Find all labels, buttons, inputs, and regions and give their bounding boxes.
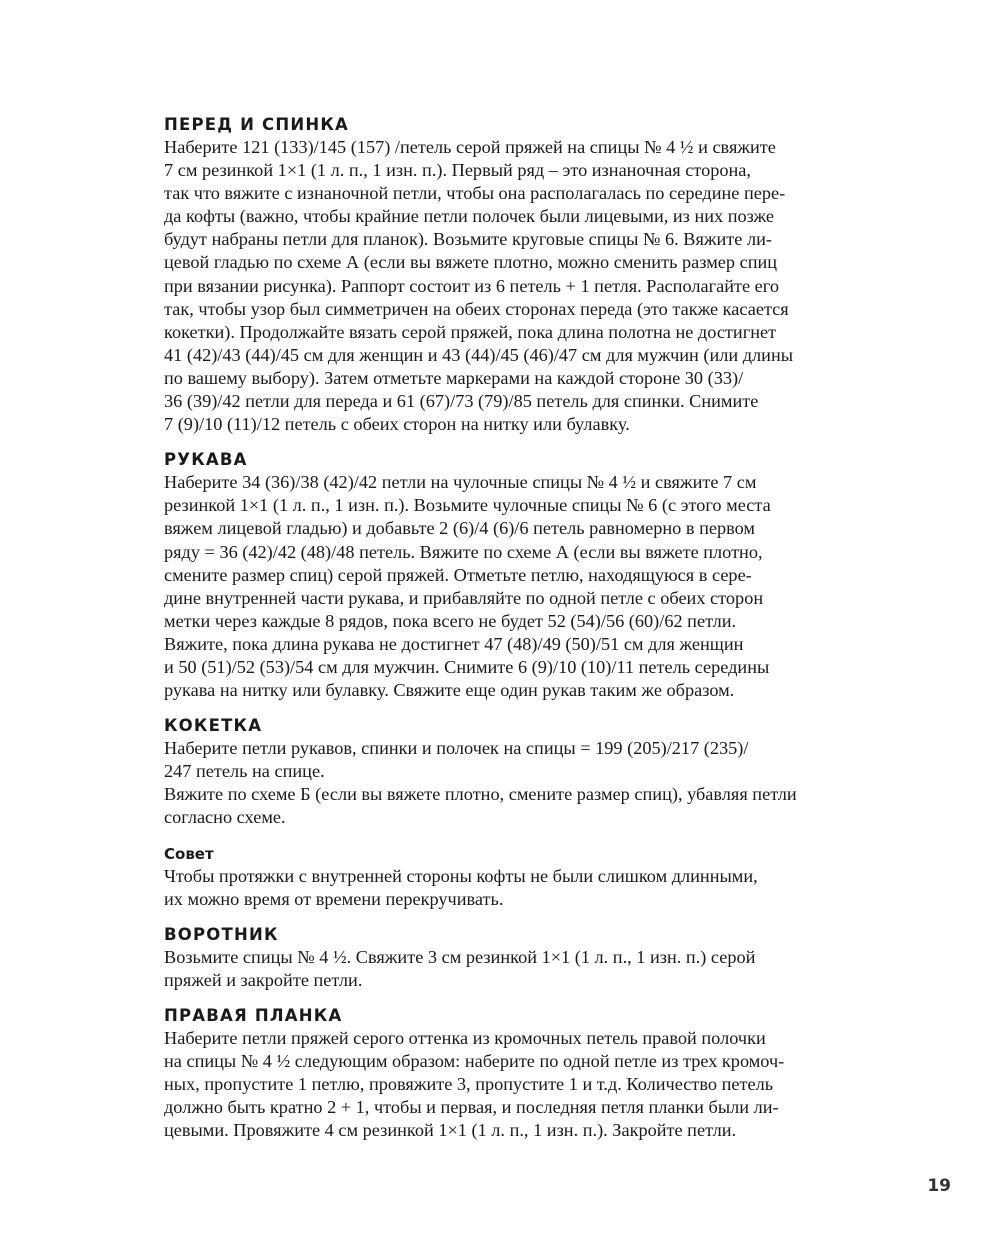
text-line: Чтобы протяжки с внутренней стороны кофты не были слишком длинными, xyxy=(164,865,758,886)
section-body xyxy=(164,1027,864,1142)
text-line: цевыми. Провяжите 4 см резинкой 1×1 (1 л. п., 1 изн. п.). Закройте петли. xyxy=(164,1120,737,1141)
text-line: рукава на нитку или булавку. Свяжите еще один рукав таким же образом. xyxy=(164,680,735,701)
text-line: при вязании рисунка). Раппорт состоит из 6 петель + 1 петля. Располагайте его xyxy=(164,275,779,296)
text-line: да кофты (важно, чтобы крайние петли полочек были лицевыми, из них позже xyxy=(164,206,775,227)
text-line: ных, пропустите 1 петлю, провяжите 3, пропустите 1 и т.д. Количество петель xyxy=(164,1074,774,1095)
text-line: так что вяжите с изнаночной петли, чтобы она располагалась по середине пере- xyxy=(164,183,786,204)
text-line: будут набраны петли для планок). Возьмите круговые спицы № 6. Вяжите ли- xyxy=(164,229,772,250)
section-heading: ПРАВАЯ ПЛАНКА xyxy=(164,1005,343,1025)
text-line: их можно время от времени перекручивать. xyxy=(164,888,504,909)
text-line: 247 петель на спице. xyxy=(164,761,325,782)
section-front-back xyxy=(164,114,864,436)
text-line: 41 (42)/43 (44)/45 см для женщин и 43 (44)/45 (46)/47 см для мужчин (или длины xyxy=(164,344,794,365)
section-body xyxy=(164,946,864,992)
section-yoke xyxy=(164,715,864,911)
text-line: смените размер спиц) серой пряжей. Отметьте петлю, находящуюся в сере- xyxy=(164,564,752,585)
section-sleeves xyxy=(164,449,864,702)
page-number: 19 xyxy=(927,1176,951,1196)
tip-heading: Совет xyxy=(164,844,214,863)
text-line: резинкой 1×1 (1 л. п., 1 изн. п.). Возьмите чулочные спицы № 6 (с этого места xyxy=(164,495,771,516)
text-line: должно быть кратно 2 + 1, чтобы и первая, и последняя петля планки были ли- xyxy=(164,1097,779,1118)
text-line: Наберите 34 (36)/38 (42)/42 петли на чулочные спицы № 4 ½ и свяжите 7 см xyxy=(164,472,757,493)
section-heading: РУКАВА xyxy=(164,450,248,470)
text-line: на спицы № 4 ½ следующим образом: наберите по одной петле из трех кромоч- xyxy=(164,1051,785,1071)
text-line: согласно схеме. xyxy=(164,807,286,828)
tip-body xyxy=(164,865,864,911)
text-line: дине внутренней части рукава, и прибавляйте по одной петле с обеих сторон xyxy=(164,587,764,608)
section-body xyxy=(164,136,864,436)
text-line: Наберите петли рукавов, спинки и полочек на спицы = 199 (205)/217 (235)/ xyxy=(164,738,749,759)
text-line: 7 см резинкой 1×1 (1 л. п., 1 изн. п.). Первый ряд – это изнаночная сторона, xyxy=(164,160,751,181)
text-line: ряду = 36 (42)/42 (48)/48 петель. Вяжите по схеме А (если вы вяжете плотно, xyxy=(164,541,763,562)
section-heading: ПЕРЕД И СПИНКА xyxy=(164,115,350,134)
text-line: 36 (39)/42 петли для переда и 61 (67)/73 (79)/85 петель для спинки. Снимите xyxy=(164,391,759,412)
section-heading: КОКЕТКА xyxy=(164,716,263,736)
text-line: метки через каждые 8 рядов, пока всего не будет 52 (54)/56 (60)/62 петли. xyxy=(164,610,737,631)
section-body xyxy=(164,737,864,829)
text-line: так, чтобы узор был симметричен на обеих сторонах переда (это также касается xyxy=(164,298,789,319)
text-line: Возьмите спицы № 4 ½. Свяжите 3 см резинкой 1×1 (1 л. п., 1 изн. п.) серой xyxy=(164,946,756,967)
text-line: и 50 (51)/52 (53)/54 см для мужчин. Снимите 6 (9)/10 (10)/11 петель середины xyxy=(164,656,770,677)
text-line: цевой гладью по схеме А (если вы вяжете плотно, можно сменить размер спиц xyxy=(164,252,778,273)
tip-box xyxy=(164,843,864,911)
section-collar xyxy=(164,924,864,992)
section-heading: ВОРОТНИК xyxy=(164,924,279,944)
text-line: кокетки). Продолжайте вязать серой пряжей, пока длина полотна не достигнет xyxy=(164,321,777,342)
section-body xyxy=(164,471,864,702)
text-line: Наберите 121 (133)/145 (157) /петель серой пряжей на спицы № 4 ½ и свяжите xyxy=(164,137,776,157)
text-line: Вяжите по схеме Б (если вы вяжете плотно, смените размер спиц), убавляя петли xyxy=(164,784,797,805)
text-line: по вашему выбору). Затем отметьте маркерами на каждой стороне 30 (33)/ xyxy=(164,367,744,388)
page-content xyxy=(164,114,864,1142)
text-line: вяжем лицевой гладью) и добавьте 2 (6)/4 (6)/6 петель равномерно в первом xyxy=(164,518,756,539)
text-line: Вяжите, пока длина рукава не достигнет 47 (48)/49 (50)/51 см для женщин xyxy=(164,633,744,654)
text-line: пряжей и закройте петли. xyxy=(164,969,363,990)
text-line: Наберите петли пряжей серого оттенка из кромочных петель правой полочки xyxy=(164,1027,766,1048)
section-right-band xyxy=(164,1005,864,1142)
text-line: 7 (9)/10 (11)/12 петель с обеих сторон на нитку или булавку. xyxy=(164,414,630,435)
